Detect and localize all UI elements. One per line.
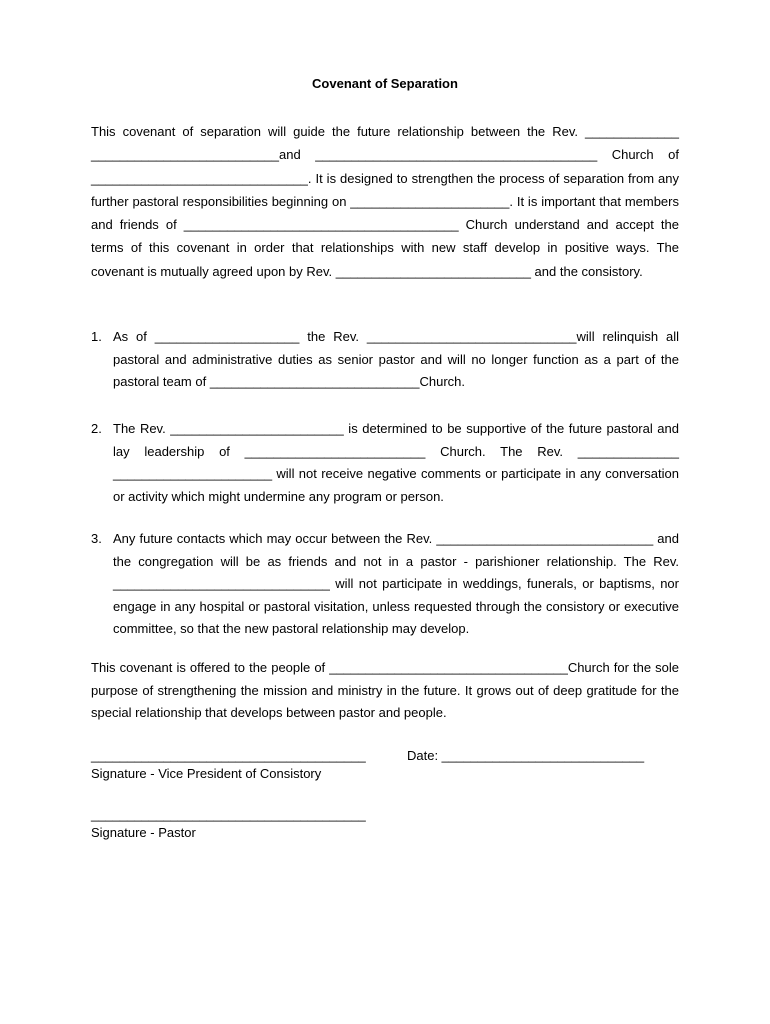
- list-item-number: 2.: [91, 421, 102, 436]
- vp-signature-label: Signature - Vice President of Consistory: [91, 766, 322, 781]
- date-field: Date: ____________________________: [407, 748, 645, 763]
- list-item-text: The Rev. ________________________ is determined to be supportive of the future pastoral and lay leadership of _________________________ Church. The Rev. ______________ ______________________ will not receive negative comments or participate in any conversation or activity which might undermine any program or person.: [113, 421, 679, 504]
- document-title: Covenant of Separation: [312, 76, 458, 91]
- list-item-text: As of ____________________ the Rev. _____________________________will relinquish all pastoral and administrative duties as senior pastor and will no longer function as a part of the pastoral team of _____________________________Church.: [113, 329, 679, 389]
- list-item-number: 3.: [91, 531, 102, 546]
- list-item-text: Any future contacts which may occur between the Rev. ______________________________ and the congregation will be as friends and not in a pastor - parishioner relationship. The Rev. ______________________________ will not participate in weddings, funerals, or baptisms, nor engage in any hospital or pastoral visitation, unless requested through the consistory or executive committee, so that the new pastoral relationship may develop.: [113, 531, 679, 636]
- closing-paragraph: This covenant is offered to the people of _________________________________Church for the sole purpose of strengthening the mission and ministry in the future. It grows out of deep gratitude for the special relationship that develops between pastor and people.: [91, 660, 679, 720]
- list-item-number: 1.: [91, 329, 102, 344]
- pastor-signature-label: Signature - Pastor: [91, 825, 196, 840]
- vp-signature-line: ______________________________________: [91, 748, 366, 763]
- intro-paragraph: This covenant of separation will guide the future relationship between the Rev. _____________ __________________________and _______________________________________ Church of ______________________________. It is designed to strengthen the process of separation from any further pastoral responsibilities beginning on ______________________. It is important that members and friends of ______________________________________ Church understand and accept the terms of this covenant in order that relationships with new staff develop in positive ways. The covenant is mutually agreed upon by Rev. ___________________________ and the consistory.: [91, 124, 679, 279]
- pastor-signature-line: ______________________________________: [91, 807, 366, 822]
